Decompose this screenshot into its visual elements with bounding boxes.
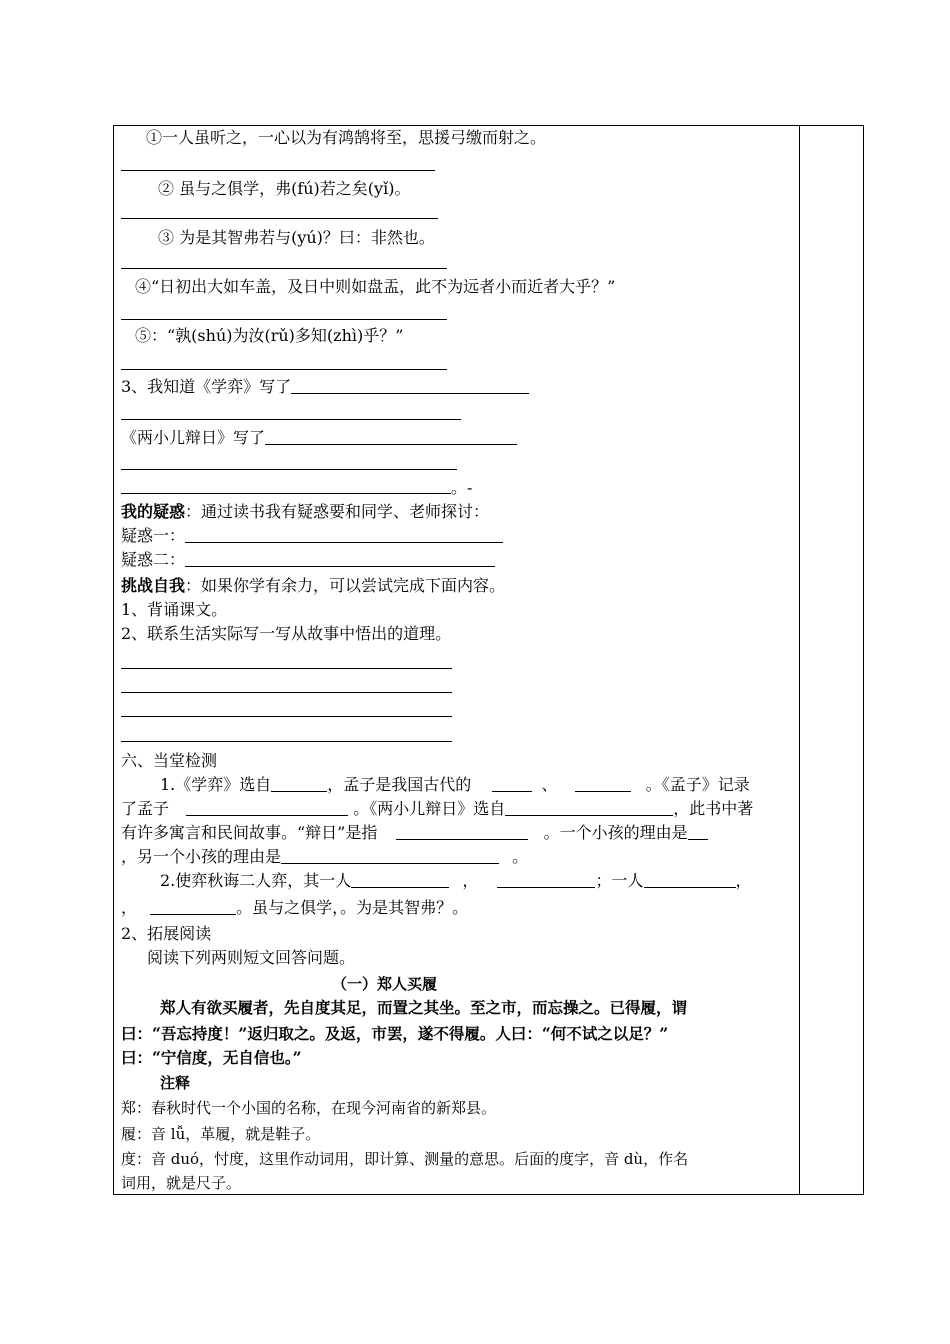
table-column-divider <box>799 125 800 1195</box>
story-title: （一）郑人买履 <box>332 975 438 993</box>
test-line-1: 1.《学弈》选自 ，孟子是我国古代的 、 。《孟子》记录 <box>160 775 750 794</box>
answer-line[interactable] <box>121 493 451 494</box>
know-end-mark: 。- <box>451 478 473 497</box>
answer-blank[interactable] <box>186 799 348 816</box>
challenge-heading: 挑战自我：如果你学有余力，可以尝试完成下面内容。 <box>121 576 506 595</box>
answer-line[interactable] <box>121 268 447 269</box>
answer-line[interactable] <box>121 716 452 717</box>
answer-blank[interactable] <box>644 871 736 888</box>
test-line-4: ，另一个小孩的理由是 。 <box>121 847 529 866</box>
test-line-5: 2.使弈秋诲二人弈，其一人 ， ；一人 ， <box>160 871 752 890</box>
item-3: ③ 为是其智弗若与(yú)？曰：非然也。 <box>158 228 435 247</box>
story-line-3: 曰：“宁信度，无自信也。” <box>121 1048 302 1067</box>
answer-line[interactable] <box>121 419 461 420</box>
story-line-2: 曰：“吾忘持度！”返归取之。及返，市罢，遂不得履。人曰：“何不试之以足？” <box>121 1024 669 1043</box>
answer-line[interactable] <box>121 668 452 669</box>
know-line-2: 《两小儿辩日》写了 <box>121 428 517 448</box>
answer-blank[interactable] <box>291 377 529 394</box>
answer-line[interactable] <box>121 692 452 693</box>
answer-line[interactable] <box>121 218 438 219</box>
item-1: ①一人虽听之，一心以为有鸿鹄将至，思援弓缴而射之。 <box>146 128 547 147</box>
answer-blank[interactable] <box>271 775 327 792</box>
test-line-3: 有许多寓言和民间故事。“辩日”是指 。一个小孩的理由是 <box>121 823 708 843</box>
note-4: 词用，就是尺子。 <box>121 1174 242 1192</box>
answer-line[interactable] <box>121 741 452 742</box>
doubt-1: 疑惑一： <box>121 526 503 546</box>
answer-blank[interactable] <box>396 823 528 840</box>
item-2: ② 虽与之俱学，弗(fú)若之矣(yǐ)。 <box>158 179 411 198</box>
answer-blank[interactable] <box>575 775 631 792</box>
test-line-2: 了孟子 。《两小儿辩日》选自 ，此书中著 <box>121 799 754 818</box>
answer-line[interactable] <box>121 369 447 370</box>
extend-intro: 阅读下列两则短文回答问题。 <box>147 948 356 967</box>
answer-line[interactable] <box>121 469 457 470</box>
test-title: 六、当堂检测 <box>121 751 218 770</box>
answer-line[interactable] <box>121 319 447 320</box>
answer-blank[interactable] <box>150 898 236 915</box>
note-3: 度：音 duó，忖度，这里作动词用，即计算、测量的意思。后面的度字，音 dù，作名 <box>121 1150 689 1168</box>
story-line-1: 郑人有欲买履者，先自度其足，而置之其坐。至之市，而忘操之。已得履，谓 <box>160 998 688 1017</box>
notes-title: 注释 <box>160 1074 191 1092</box>
challenge-item-1: 1、背诵课文。 <box>121 600 228 619</box>
answer-blank[interactable] <box>688 823 708 840</box>
extend-title: 2、拓展阅读 <box>121 924 212 943</box>
doubt-2: 疑惑二： <box>121 550 495 570</box>
answer-blank[interactable] <box>281 847 499 864</box>
answer-blank[interactable] <box>505 799 673 816</box>
answer-blank[interactable] <box>185 526 503 543</box>
test-line-6: ， 。虽与之俱学，。为是其智弗？。 <box>121 898 469 917</box>
answer-blank[interactable] <box>497 871 595 888</box>
answer-blank[interactable] <box>492 775 532 792</box>
answer-line[interactable] <box>121 170 435 171</box>
doubt-heading: 我的疑惑：通过读书我有疑惑要和同学、老师探讨： <box>121 502 490 521</box>
item-5: ⑤：“孰(shú)为汝(rǔ)多知(zhì)乎？” <box>135 326 404 345</box>
challenge-item-2: 2、联系生活实际写一写从故事中悟出的道理。 <box>121 624 452 643</box>
note-1: 郑：春秋时代一个小国的名称，在现今河南省的新郑县。 <box>121 1099 497 1117</box>
answer-blank[interactable] <box>265 428 517 445</box>
item-4: ④“日初出大如车盖，及日中则如盘盂，此不为远者小而近者大乎？” <box>135 277 616 296</box>
note-2: 履：音 lǚ，革履，就是鞋子。 <box>121 1125 321 1143</box>
answer-blank[interactable] <box>351 871 449 888</box>
know-line-1: 3、我知道《学弈》写了 <box>121 377 529 397</box>
answer-blank[interactable] <box>185 550 495 567</box>
